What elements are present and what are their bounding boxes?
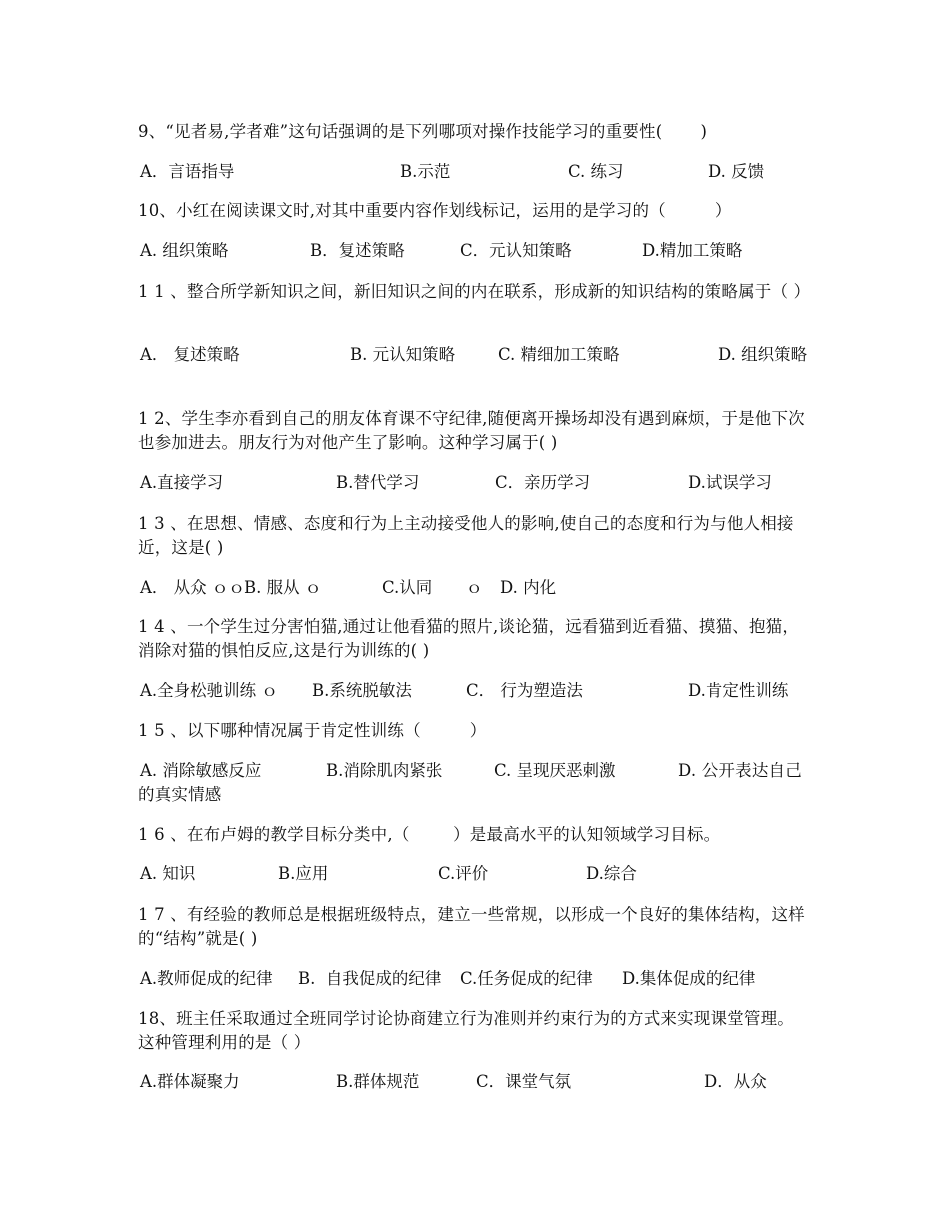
q15-option-d: D. 公开表达自己的真实情感 <box>138 761 802 804</box>
q13-option-c: C.认同 <box>382 578 433 597</box>
q12-option-a: A.直接学习 <box>140 473 224 492</box>
question-9-stem: 9、“见者易,学者难”这句话强调的是下列哪项对操作技能学习的重要性( ) <box>138 122 708 141</box>
question-16-options <box>0 862 950 886</box>
q13-option-d: D. 内化 <box>500 578 557 597</box>
q16-option-c: C.评价 <box>438 864 489 883</box>
q14-option-b: B.系统脱敏法 <box>312 681 412 700</box>
question-14-stem: 1 4 、一个学生过分害怕猫,通过让他看猫的照片,谈论猫，远看猫到近看猫、摸猫、抱猫，消除对猫的惧怕反应,这是行为训练的( ) <box>138 617 800 660</box>
q10-option-b: B．复述策略 <box>310 241 405 260</box>
q12-option-d: D.试误学习 <box>688 473 772 492</box>
question-12-stem: 1 2、学生李亦看到自己的朋友体育课不守纪律,随便离开操场却没有遇到麻烦，于是他下次也参加进去。朋友行为对他产生了影响。这种学习属于( ) <box>138 409 805 452</box>
question-9-options <box>0 160 950 184</box>
question-15-stem: 1 5 、以下哪种情况属于肯定性训练（ ） <box>138 721 487 740</box>
q9-option-a: A．言语指导 <box>140 162 235 181</box>
q17-option-d: D.集体促成的纪律 <box>622 969 756 988</box>
q11-option-d: D. 组织策略 <box>718 345 808 364</box>
q18-option-d: D．从众 <box>704 1072 767 1091</box>
question-18-stem: 18、班主任采取通过全班同学讨论协商建立行为准则并约束行为的方式来实现课堂管理。这种管理利用的是（ ） <box>138 1009 794 1052</box>
q18-option-b: B.群体规范 <box>336 1072 420 1091</box>
q11-option-b: B. 元认知策略 <box>350 345 456 364</box>
q12-option-b: B.替代学习 <box>336 473 420 492</box>
q14-option-a: A.全身松驰训练 ｏ <box>140 681 278 700</box>
question-18-options <box>0 1070 950 1094</box>
q15-option-a: A. 消除敏感反应 <box>140 761 262 780</box>
q14-option-c: C． 行为塑造法 <box>466 681 583 700</box>
q13-option-b: B. 服从 ｏ <box>244 578 322 597</box>
q9-option-b: B.示范 <box>400 162 451 181</box>
question-17-stem: 1 7 、有经验的教师总是根据班级特点，建立一些常规，以形成一个良好的集体结构，这样的“结构”就是( ) <box>138 905 805 948</box>
q16-option-a: A. 知识 <box>140 864 196 883</box>
q10-option-c: C．元认知策略 <box>460 241 572 260</box>
q13-option-a: A． 从众 ｏｏ <box>140 578 245 597</box>
q10-option-d: D.精加工策略 <box>642 241 743 260</box>
q17-option-a: A.教师促成的纪律 <box>140 969 273 988</box>
q10-option-a: A. 组织策略 <box>140 241 229 260</box>
q11-option-a: A． 复述策略 <box>140 345 240 364</box>
q18-option-c: C．课堂气氛 <box>476 1072 572 1091</box>
q13-option-mark: ｏ <box>466 578 483 597</box>
question-11-stem: 1 1 、整合所学新知识之间，新旧知识之间的内在联系，形成新的知识结构的策略属于（ ） <box>138 282 811 301</box>
question-13-stem: 1 3 、在思想、情感、态度和行为上主动接受他人的影响,使自己的态度和行为与他人相接近，这是( ) <box>138 514 794 557</box>
q9-option-d: D. 反馈 <box>708 162 765 181</box>
question-17-options <box>0 967 950 991</box>
question-13-options <box>0 576 950 600</box>
q15-option-c: C. 呈现厌恶刺激 <box>494 761 616 780</box>
question-10-stem: 10、小红在阅读课文时,对其中重要内容作划线标记，运用的是学习的（ ） <box>138 201 732 220</box>
q14-option-d: D.肯定性训练 <box>688 681 789 700</box>
question-12-options <box>0 471 950 495</box>
question-16-stem: 1 6 、在布卢姆的教学目标分类中,（ ）是最高水平的认知领域学习目标。 <box>138 825 721 844</box>
question-14-options <box>0 679 950 703</box>
q9-option-c: C. 练习 <box>568 162 624 181</box>
q18-option-a: A.群体凝聚力 <box>140 1072 240 1091</box>
q17-option-b: B. 自我促成的纪律 <box>298 969 442 988</box>
question-11-options <box>0 343 950 367</box>
q12-option-c: C．亲历学习 <box>495 473 591 492</box>
q15-option-b: B.消除肌肉紧张 <box>326 761 443 780</box>
question-10-options <box>0 239 950 263</box>
q16-option-d: D.综合 <box>586 864 637 883</box>
q16-option-b: B.应用 <box>278 864 329 883</box>
q17-option-c: C.任务促成的纪律 <box>460 969 593 988</box>
q11-option-c: C. 精细加工策略 <box>498 345 620 364</box>
